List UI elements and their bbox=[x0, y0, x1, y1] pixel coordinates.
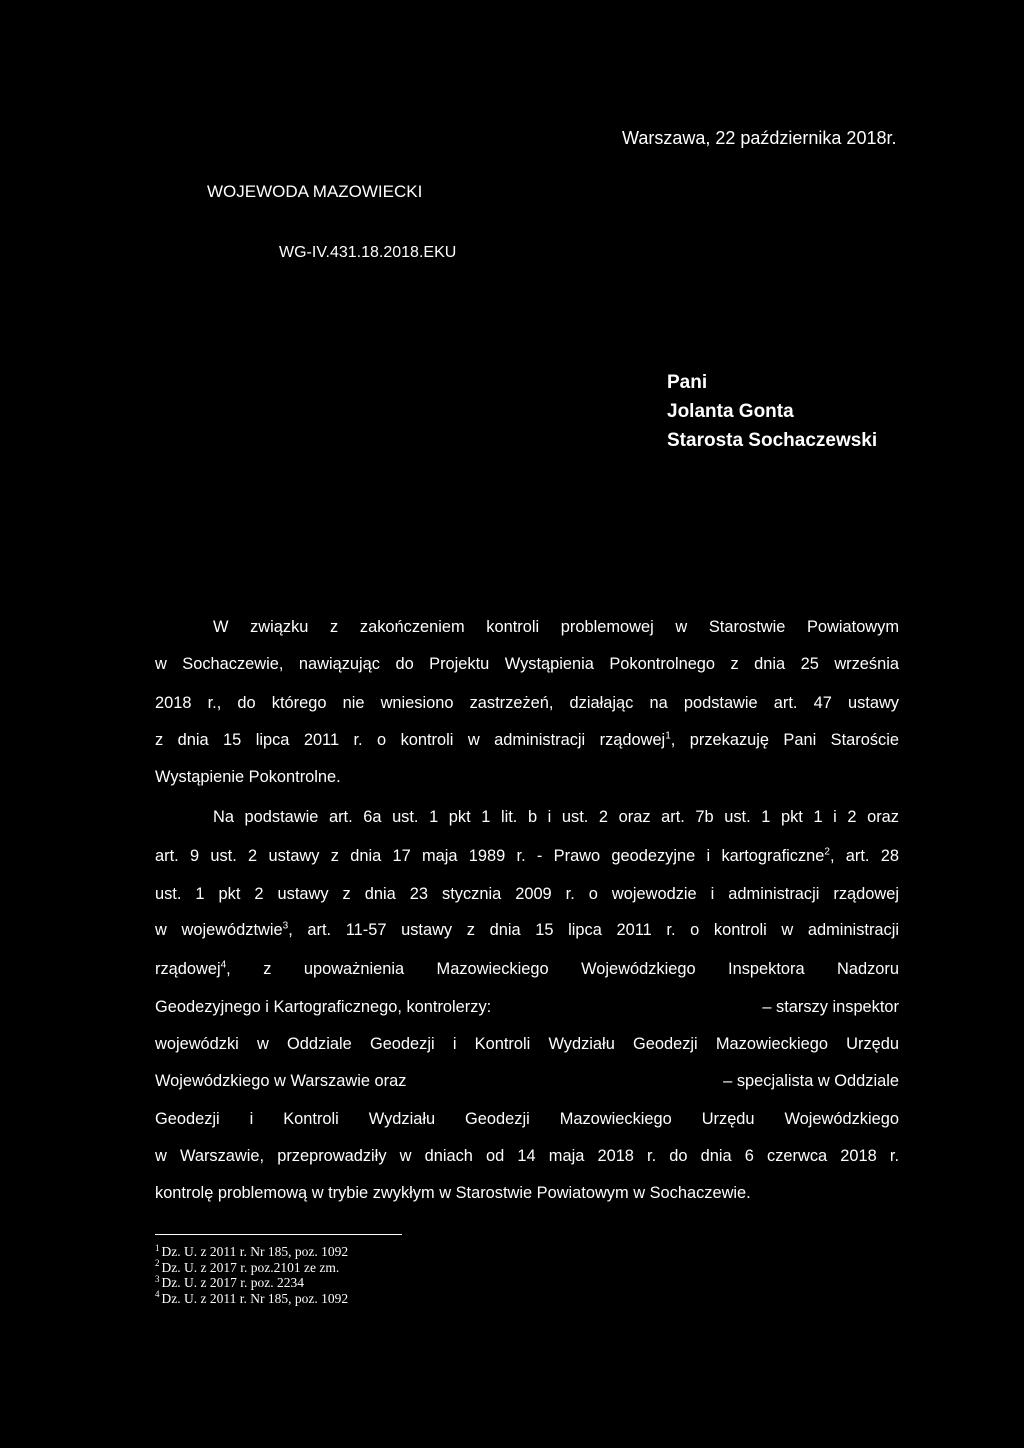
body-line: w Warszawie, przeprowadziły w dniach od 14 maja 2018 r. do dnia 6 czerwca 2018 r. bbox=[155, 1147, 899, 1165]
footnote-text: Dz. U. z 2011 r. Nr 185, poz. 1092 bbox=[161, 1290, 349, 1306]
footnote-mark: 1 bbox=[155, 1242, 160, 1253]
footnote-ref: 1 bbox=[665, 730, 671, 742]
body-line bbox=[155, 919, 899, 941]
body-line: ust. 1 pkt 2 ustawy z dnia 23 stycznia 2009 r. o wojewodzie i administracji rządowej bbox=[155, 885, 899, 903]
footnote-text: Dz. U. z 2017 r. poz. 2234 bbox=[161, 1275, 304, 1290]
body-text: , art. 11-57 ustawy z dnia 15 lipca 2011 r. o kontroli w administracji bbox=[288, 921, 899, 939]
body-text: , z upoważnienia Mazowieckiego Wojewódzkiego Inspektora Nadzoru bbox=[226, 960, 899, 978]
addressee-name: Jolanta Gonta bbox=[667, 401, 794, 422]
body-line bbox=[155, 1070, 899, 1092]
footnote bbox=[155, 1260, 348, 1276]
body-text: art. 9 ust. 2 ustawy z dnia 17 maja 1989 r. - Prawo geodezyjne i kartograficzne bbox=[155, 847, 825, 865]
footnote-mark: 2 bbox=[155, 1258, 160, 1268]
footnote bbox=[155, 1244, 348, 1260]
body-line bbox=[155, 729, 899, 751]
body-text: z dnia 15 lipca 2011 r. o kontroli w administracji rządowej bbox=[155, 731, 666, 749]
body-line: kontrolę problemową w trybie zwykłym w Starostwie Powiatowym w Sochaczewie. bbox=[155, 1184, 751, 1202]
letter-date: Warszawa, 22 października 2018r. bbox=[622, 128, 897, 148]
footnote bbox=[155, 1291, 348, 1307]
body-line: Geodezji i Kontroli Wydziału Geodezji Mazowieckiego Urzędu Wojewódzkiego bbox=[155, 1110, 899, 1128]
body-line bbox=[155, 996, 899, 1018]
body-line: Wystąpienie Pokontrolne. bbox=[155, 768, 341, 786]
body-text: Geodezyjnego i Kartograficznego, kontrolerzy: bbox=[155, 998, 492, 1016]
body-text: , przekazuję Pani Staroście bbox=[670, 731, 899, 749]
footnote bbox=[155, 1275, 348, 1291]
footnotes bbox=[155, 1244, 348, 1306]
body-line bbox=[155, 845, 899, 867]
footnote-text: Dz. U. z 2011 r. Nr 185, poz. 1092 bbox=[161, 1244, 349, 1259]
body-text: Wojewódzkiego w Warszawie oraz bbox=[155, 1072, 407, 1090]
body-text: rządowej bbox=[155, 960, 221, 978]
footnote-ref: 2 bbox=[824, 846, 830, 858]
addressee-block bbox=[667, 368, 877, 455]
issuing-authority: WOJEWODA MAZOWIECKI bbox=[207, 182, 423, 201]
addressee-title: Starosta Sochaczewski bbox=[667, 430, 878, 451]
body-line bbox=[155, 958, 899, 980]
addressee-salutation: Pani bbox=[667, 372, 708, 393]
body-line: Na podstawie art. 6a ust. 1 pkt 1 lit. b i ust. 2 oraz art. 7b ust. 1 pkt 1 i 2 oraz bbox=[213, 808, 899, 826]
body-line: W związku z zakończeniem kontroli problemowej w Starostwie Powiatowym bbox=[213, 618, 899, 636]
footnote-text: Dz. U. z 2017 r. poz.2101 ze zm. bbox=[161, 1259, 340, 1275]
body-text: w województwie bbox=[155, 921, 283, 939]
footnote-separator bbox=[155, 1234, 402, 1235]
body-line: w Sochaczewie, nawiązując do Projektu Wystąpienia Pokontrolnego z dnia 25 września bbox=[155, 655, 899, 673]
footnote-ref: 4 bbox=[220, 959, 227, 971]
footnote-ref: 3 bbox=[282, 920, 289, 932]
body-text: – starszy inspektor bbox=[762, 998, 899, 1016]
footnote-mark: 4 bbox=[155, 1289, 160, 1299]
body-line: wojewódzki w Oddziale Geodezji i Kontroli Wydziału Geodezji Mazowieckiego Urzędu bbox=[155, 1035, 899, 1053]
footnote-mark: 3 bbox=[155, 1273, 160, 1284]
body-text: – specjalista w Oddziale bbox=[723, 1072, 899, 1090]
body-text: , art. 28 bbox=[829, 847, 899, 865]
reference-number: WG-IV.431.18.2018.EKU bbox=[279, 244, 457, 261]
body-line: 2018 r., do którego nie wniesiono zastrzeżeń, działając na podstawie art. 47 ustawy bbox=[155, 694, 899, 712]
